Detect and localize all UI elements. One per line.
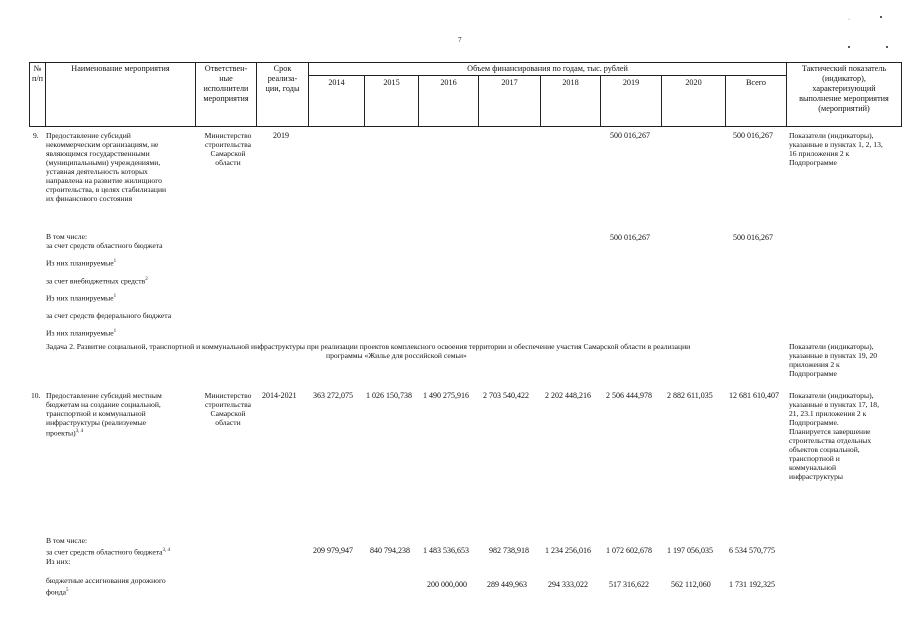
- row9-planned-text: Из них планируемые: [46, 258, 114, 268]
- row10-regional-text: за счет средств областного бюджета: [46, 547, 163, 557]
- page-number: 7: [458, 36, 462, 44]
- row10-number: 10.: [31, 391, 41, 400]
- row10-value-2014: 363 272,075: [313, 391, 353, 400]
- row10-value-total: 12 681 610,407: [729, 391, 779, 400]
- row10-road-fund-text: фонда: [46, 587, 67, 597]
- header-year-2018: 2018: [562, 78, 579, 87]
- row9-including: В том числе:: [46, 232, 88, 241]
- row10-road-2017: 289 449,963: [487, 580, 527, 589]
- row10-value-2015: 1 026 150,738: [366, 391, 412, 400]
- row9-offbudget-text: за счет внебюджетных средств: [46, 276, 146, 286]
- row9-value-2019: 500 016,267: [610, 131, 650, 140]
- row9-regional-2019: 500 016,267: [610, 233, 650, 242]
- footnote-2: 2: [145, 277, 148, 282]
- row10-value-2018: 2 202 448,216: [545, 391, 591, 400]
- header-year-2019: 2019: [622, 78, 640, 87]
- row10-responsible: Министерство строительства Самарской области: [204, 391, 252, 427]
- row10-road-2018: 294 333,022: [548, 580, 588, 589]
- task2-indicator: Показатели (индикаторы), указанные в пунктах 19, 20 приложения 2 к Подпрограмме: [789, 342, 878, 378]
- row9-responsible: Министерство строительства Самарской области: [204, 131, 252, 167]
- footnote-3-4: 3, 4: [75, 429, 84, 434]
- row10-value-2016: 1 490 275,916: [423, 391, 469, 400]
- scan-mark: ·: [848, 17, 850, 23]
- header-indicator: Тактический показатель (индикатор), характеризующий выполнение мероприятия (мероприятий): [799, 64, 889, 113]
- scan-dot: [886, 46, 888, 48]
- footnote-5: 5: [66, 588, 69, 593]
- row10-road-fund-label: бюджетные ассигнования дорожного: [46, 576, 166, 585]
- row10-regional-2016: 1 483 536,653: [423, 546, 469, 555]
- row10-road-2016: 200 000,000: [427, 580, 467, 589]
- header-term: Срок реализа- ции, годы: [265, 64, 300, 93]
- row9-federal-label: за счет средств федерального бюджета: [46, 311, 172, 320]
- row10-road-total: 1 731 192,325: [729, 580, 775, 589]
- header-responsible: Ответствен- ные исполнители мероприятия: [203, 64, 249, 103]
- row10-value-2017: 2 703 540,422: [483, 391, 529, 400]
- row10-value-2020: 2 882 611,035: [667, 391, 713, 400]
- row9-planned-label: [46, 327, 116, 338]
- task2-text-line2: программы «Жилье для российской семьи»: [326, 351, 467, 360]
- row10-regional-2020: 1 197 056,035: [667, 546, 713, 555]
- row10-name: [46, 391, 162, 438]
- row10-regional-label: [46, 546, 170, 557]
- header-name: Наименование мероприятия: [71, 64, 170, 73]
- header-funding: Объем финансирования по годам, тыс. рублей: [467, 64, 628, 73]
- header-year-2015: 2015: [383, 78, 400, 87]
- row10-road-fund-label-cont: [46, 586, 69, 597]
- row10-of-them: Из них:: [46, 557, 71, 566]
- row9-offbudget-label: [46, 275, 148, 286]
- row10-name-text: Предоставление субсидий местным бюджетам на создание социальной, транспортной и коммунальной инфраструктуры (реализуемые проекты): [46, 391, 162, 438]
- header-no: № п/п: [31, 64, 44, 83]
- header-year-2016: 2016: [440, 78, 457, 87]
- row9-term: 2019: [273, 131, 289, 140]
- scan-dot: [848, 46, 850, 48]
- footnote-1: 1: [113, 259, 117, 264]
- footnote-1: 1: [113, 329, 117, 334]
- row9-planned-text: Из них планируемые: [46, 328, 114, 338]
- row10-regional-2015: 840 794,238: [370, 546, 410, 555]
- row9-name: Предоставление субсидий некоммерческим организациям, не являющимся государственными (муниципальными) учреждениями, уставная деятельность которых направлена на развитие жилищного строительства, в целях стабилизации их финансового состояния: [46, 131, 167, 203]
- row10-regional-2014: 209 979,947: [313, 546, 353, 555]
- row10-value-2019: 2 506 444,978: [606, 391, 652, 400]
- header-year-2014: 2014: [328, 78, 345, 87]
- row9-number: 9.: [33, 131, 39, 140]
- task2-text-line1: Задача 2. Развитие социальной, транспортной и коммунальной инфраструктуры при реализации проектов комплексного освоения территории и обеспечение участия Самарской области в реализации: [46, 342, 691, 351]
- row10-indicator: Показатели (индикаторы), указанные в пунктах 17, 18, 21, 23.1 приложения 2 к Подпрограмме. Планируется завершение строительства отдельных объектов социальной, транспортной и коммунальной инфраструктуры: [789, 391, 879, 481]
- row10-road-2020: 562 112,060: [671, 580, 711, 589]
- row10-regional-2017: 982 738,918: [489, 546, 529, 555]
- scan-dot: [880, 16, 882, 18]
- row10-including: В том числе:: [46, 536, 88, 545]
- footnote-1: 1: [113, 294, 117, 299]
- header-year-2017: 2017: [501, 78, 518, 87]
- row10-regional-total: 6 534 570,775: [729, 546, 775, 555]
- row9-value-total: 500 016,267: [733, 131, 773, 140]
- row9-indicator: Показатели (индикаторы), указанные в пунктах 1, 2, 13, 16 приложения 2 к Подпрограмме: [789, 131, 883, 167]
- row10-regional-2019: 1 072 602,678: [606, 546, 652, 555]
- header-total: Всего: [745, 78, 767, 87]
- row9-planned-text: Из них планируемые: [46, 293, 114, 303]
- row10-term: 2014-2021: [262, 391, 297, 400]
- header-year-2020: 2020: [685, 78, 702, 87]
- row10-road-2019: 517 316,622: [609, 580, 649, 589]
- row9-planned-label: [46, 292, 116, 303]
- row9-regional-label: за счет средств областного бюджета: [46, 241, 163, 250]
- row9-regional-total: 500 016,267: [733, 233, 773, 242]
- footnote-3-4: 3, 4: [162, 548, 170, 553]
- row10-regional-2018: 1 234 256,016: [545, 546, 591, 555]
- row9-planned-label: [46, 257, 116, 268]
